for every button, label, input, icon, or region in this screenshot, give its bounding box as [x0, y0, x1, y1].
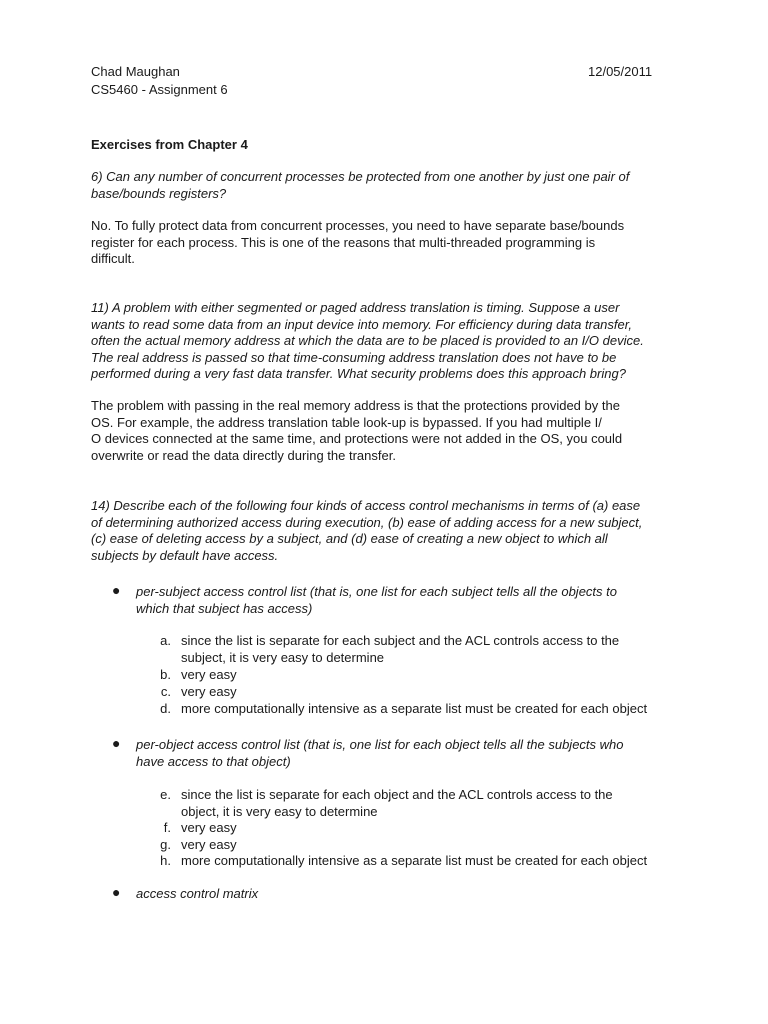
- list-item: very easy: [181, 820, 237, 835]
- list-item: [181, 787, 613, 820]
- question-line: of determining authorized access during execution, (b) ease of adding access for a new subject,: [91, 514, 643, 530]
- question-14: [91, 498, 642, 564]
- question-11: [91, 300, 644, 383]
- bullet-marker: ●: [112, 735, 121, 751]
- list-item-line: subject, it is very easy to determine: [181, 649, 385, 665]
- answer-line: No. To fully protect data from concurrent processes, you need to have separate base/bounds: [91, 218, 625, 233]
- answer-line: difficult.: [91, 251, 135, 266]
- question-line: subjects by default have access.: [91, 547, 279, 563]
- list-item: more computationally intensive as a separate list must be created for each object: [181, 701, 648, 716]
- list-item: very easy: [181, 667, 237, 682]
- list-item-line: object, it is very easy to determine: [181, 803, 378, 819]
- bullet-line: per-object access control list (that is, one list for each object tells all the subjects who: [136, 737, 624, 752]
- answer-6: [91, 218, 624, 268]
- bullet-line: which that subject has access): [136, 600, 313, 616]
- list-letter: a.: [160, 633, 171, 648]
- bullet-marker: ●: [112, 884, 121, 900]
- list-item: very easy: [181, 684, 237, 699]
- list-letter: b.: [160, 667, 171, 682]
- list-letter: g.: [160, 837, 171, 852]
- question-line: base/bounds registers?: [91, 185, 227, 201]
- list-item: [181, 633, 619, 666]
- document-date: 12/05/2011: [588, 64, 653, 79]
- answer-line: register for each process. This is one of the reasons that multi-threaded programming is: [91, 234, 596, 250]
- answer-line: overwrite or read the data directly during the transfer.: [91, 447, 396, 463]
- list-item: more computationally intensive as a separate list must be created for each object: [181, 853, 648, 868]
- list-letter: f.: [163, 820, 171, 835]
- question-line: The real address is passed so that time-consuming address translation does not have to be: [91, 349, 617, 365]
- bullet-line: have access to that object): [136, 753, 291, 769]
- answer-line: O devices connected at the same time, and protections were not added in the OS, you could: [91, 431, 623, 446]
- author-name: Chad Maughan: [91, 64, 180, 79]
- list-letter: h.: [160, 853, 171, 868]
- question-line: (c) ease of deleting access by a subject, and (d) ease of creating a new object to which all: [91, 531, 608, 546]
- list-letter: d.: [160, 701, 171, 716]
- question-line: wants to read some data from an input device into memory. For efficiency during data transfer,: [91, 316, 632, 332]
- list-letter: c.: [160, 684, 171, 699]
- list-letter: e.: [160, 787, 171, 802]
- section-title: Exercises from Chapter 4: [91, 137, 248, 152]
- question-6: [91, 169, 629, 202]
- answer-line: The problem with passing in the real memory address is that the protections provided by the: [91, 398, 620, 413]
- bullet-access-control-matrix: [136, 886, 258, 903]
- list-item: very easy: [181, 837, 237, 852]
- question-line: 14) Describe each of the following four kinds of access control mechanisms in terms of (a) ease: [91, 498, 641, 513]
- bullet-line: per-subject access control list (that is, one list for each subject tells all the objects to: [136, 584, 617, 599]
- question-line: often the actual memory address at which the data are to be placed is provided to an I/O device.: [91, 333, 644, 348]
- question-line: 6) Can any number of concurrent processes be protected from one another by just one pair of: [91, 169, 630, 184]
- question-line: 11) A problem with either segmented or paged address translation is timing. Suppose a user: [91, 300, 620, 315]
- list-item-line: since the list is separate for each subject and the ACL controls access to the: [181, 633, 620, 648]
- bullet-line: access control matrix: [136, 886, 259, 901]
- bullet-marker: ●: [112, 582, 121, 598]
- bullet-per-subject-acl: [136, 584, 617, 617]
- answer-line: OS. For example, the address translation table look-up is bypassed. If you had multiple I/: [91, 414, 602, 430]
- bullet-per-object-acl: [136, 737, 624, 770]
- question-line: performed during a very fast data transfer. What security problems does this approach bring?: [91, 366, 626, 381]
- list-item-line: since the list is separate for each object and the ACL controls access to the: [181, 787, 613, 802]
- answer-11: [91, 398, 622, 464]
- course-assignment: CS5460 - Assignment 6: [91, 82, 228, 97]
